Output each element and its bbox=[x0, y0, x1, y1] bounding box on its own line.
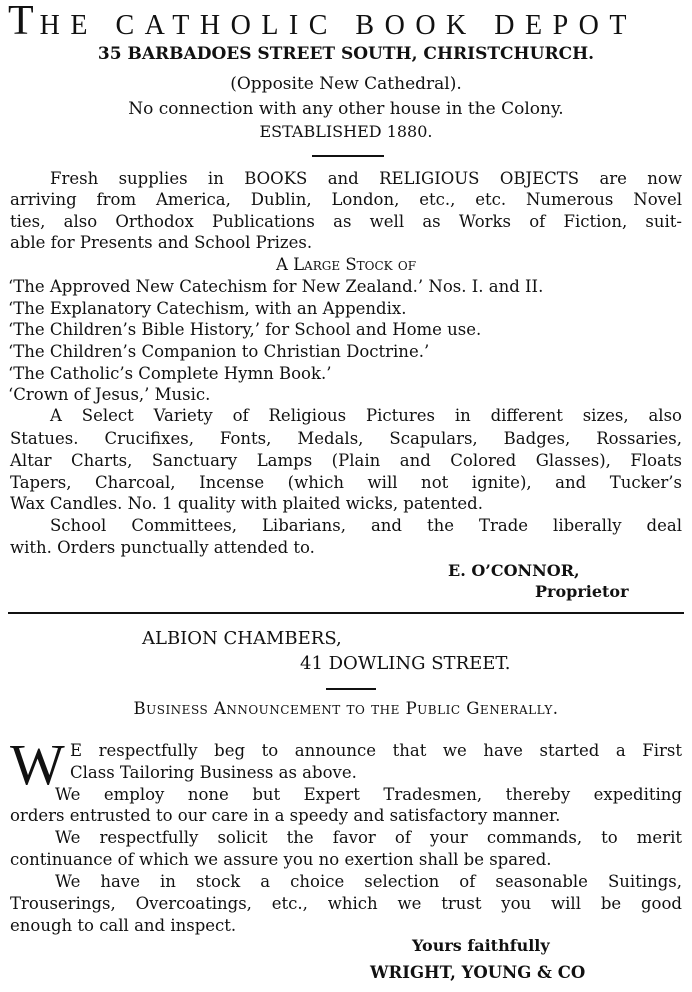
divider-short bbox=[312, 155, 384, 157]
pictures-line: Statues. Crucifixes, Fonts, Medals, Scapulars, Badges, Rossaries, bbox=[10, 429, 682, 448]
paragraph-line: enough to call and inspect. bbox=[10, 916, 237, 935]
stock-item: ‘Crown of Jesus,’ Music. bbox=[8, 385, 211, 404]
depot-no-connection: No connection with any other house in the Colony. bbox=[128, 99, 564, 119]
business-announcement-heading: Business Announcement to the Public Generally. bbox=[133, 699, 559, 718]
pictures-line: Altar Charts, Sanctuary Lamps (Plain and Colored Glasses), Floats bbox=[10, 451, 682, 470]
albion-street: 41 DOWLING STREET. bbox=[300, 653, 511, 674]
depot-signature-title: Proprietor bbox=[535, 582, 629, 601]
depot-address: 35 BARBADOES STREET SOUTH, CHRISTCHURCH. bbox=[97, 44, 595, 64]
drop-cap: W bbox=[10, 732, 65, 797]
depot-signature-name: E. O’CONNOR, bbox=[448, 561, 580, 580]
depot-opposite: (Opposite New Cathedral). bbox=[230, 74, 462, 94]
stock-item: ‘The Children’s Companion to Christian Doctrine.’ bbox=[8, 342, 430, 361]
paragraph-line: E respectfully beg to announce that we have started a First bbox=[70, 741, 682, 760]
title-initial: T bbox=[8, 0, 40, 44]
section-divider bbox=[8, 612, 684, 614]
catholic-book-depot-title bbox=[8, 0, 684, 42]
body-line: arriving from America, Dublin, London, etc., etc. Numerous Novel bbox=[10, 190, 682, 209]
paragraph-line: continuance of which we assure you no exertion shall be spared. bbox=[10, 850, 552, 869]
pictures-line: Tapers, Charcoal, Incense (which will not ignite), and Tucker’s bbox=[10, 473, 682, 492]
paragraph-line: We respectfully solicit the favor of your commands, to merit bbox=[55, 828, 682, 847]
stock-item: ‘The Explanatory Catechism, with an Appendix. bbox=[8, 299, 407, 318]
paragraph-line: We have in stock a choice selection of seasonable Suitings, bbox=[55, 872, 682, 891]
large-stock-heading: A Large Stock of bbox=[275, 255, 417, 274]
paragraph-line: Class Tailoring Business as above. bbox=[70, 763, 357, 782]
albion-heading: ALBION CHAMBERS, bbox=[142, 628, 342, 649]
body-line: ties, also Orthodox Publications as well as Works of Fiction, suit- bbox=[10, 212, 682, 231]
pictures-line: A Select Variety of Religious Pictures in different sizes, also bbox=[50, 406, 682, 425]
stock-item: ‘The Children’s Bible History,’ for School and Home use. bbox=[8, 320, 482, 339]
pictures-line: Wax Candles. No. 1 quality with plaited wicks, patented. bbox=[10, 494, 483, 513]
committees-line: School Committees, Libarians, and the Trade liberally deal bbox=[50, 516, 682, 535]
committees-line: with. Orders punctually attended to. bbox=[10, 538, 315, 557]
body-line: able for Presents and School Prizes. bbox=[10, 233, 313, 252]
paragraph-line: orders entrusted to our care in a speedy and satisfactory manner. bbox=[10, 806, 561, 825]
stock-item: ‘The Catholic’s Complete Hymn Book.’ bbox=[8, 364, 332, 383]
divider-short bbox=[326, 688, 376, 690]
firm-signature: WRIGHT, YOUNG & CO bbox=[370, 963, 586, 982]
paragraph-line: Trouserings, Overcoatings, etc., which we trust you will be good bbox=[10, 894, 682, 913]
depot-established: ESTABLISHED 1880. bbox=[259, 122, 433, 141]
closing-salutation: Yours faithfully bbox=[412, 936, 550, 955]
paragraph-line: We employ none but Expert Tradesmen, thereby expediting bbox=[55, 785, 682, 804]
body-line: Fresh supplies in BOOKS and RELIGIOUS OBJECTS are now bbox=[50, 169, 682, 188]
stock-item: ‘The Approved New Catechism for New Zealand.’ Nos. I. and II. bbox=[8, 277, 544, 296]
title-rest: HE CATHOLIC BOOK DEPOT bbox=[39, 10, 637, 41]
